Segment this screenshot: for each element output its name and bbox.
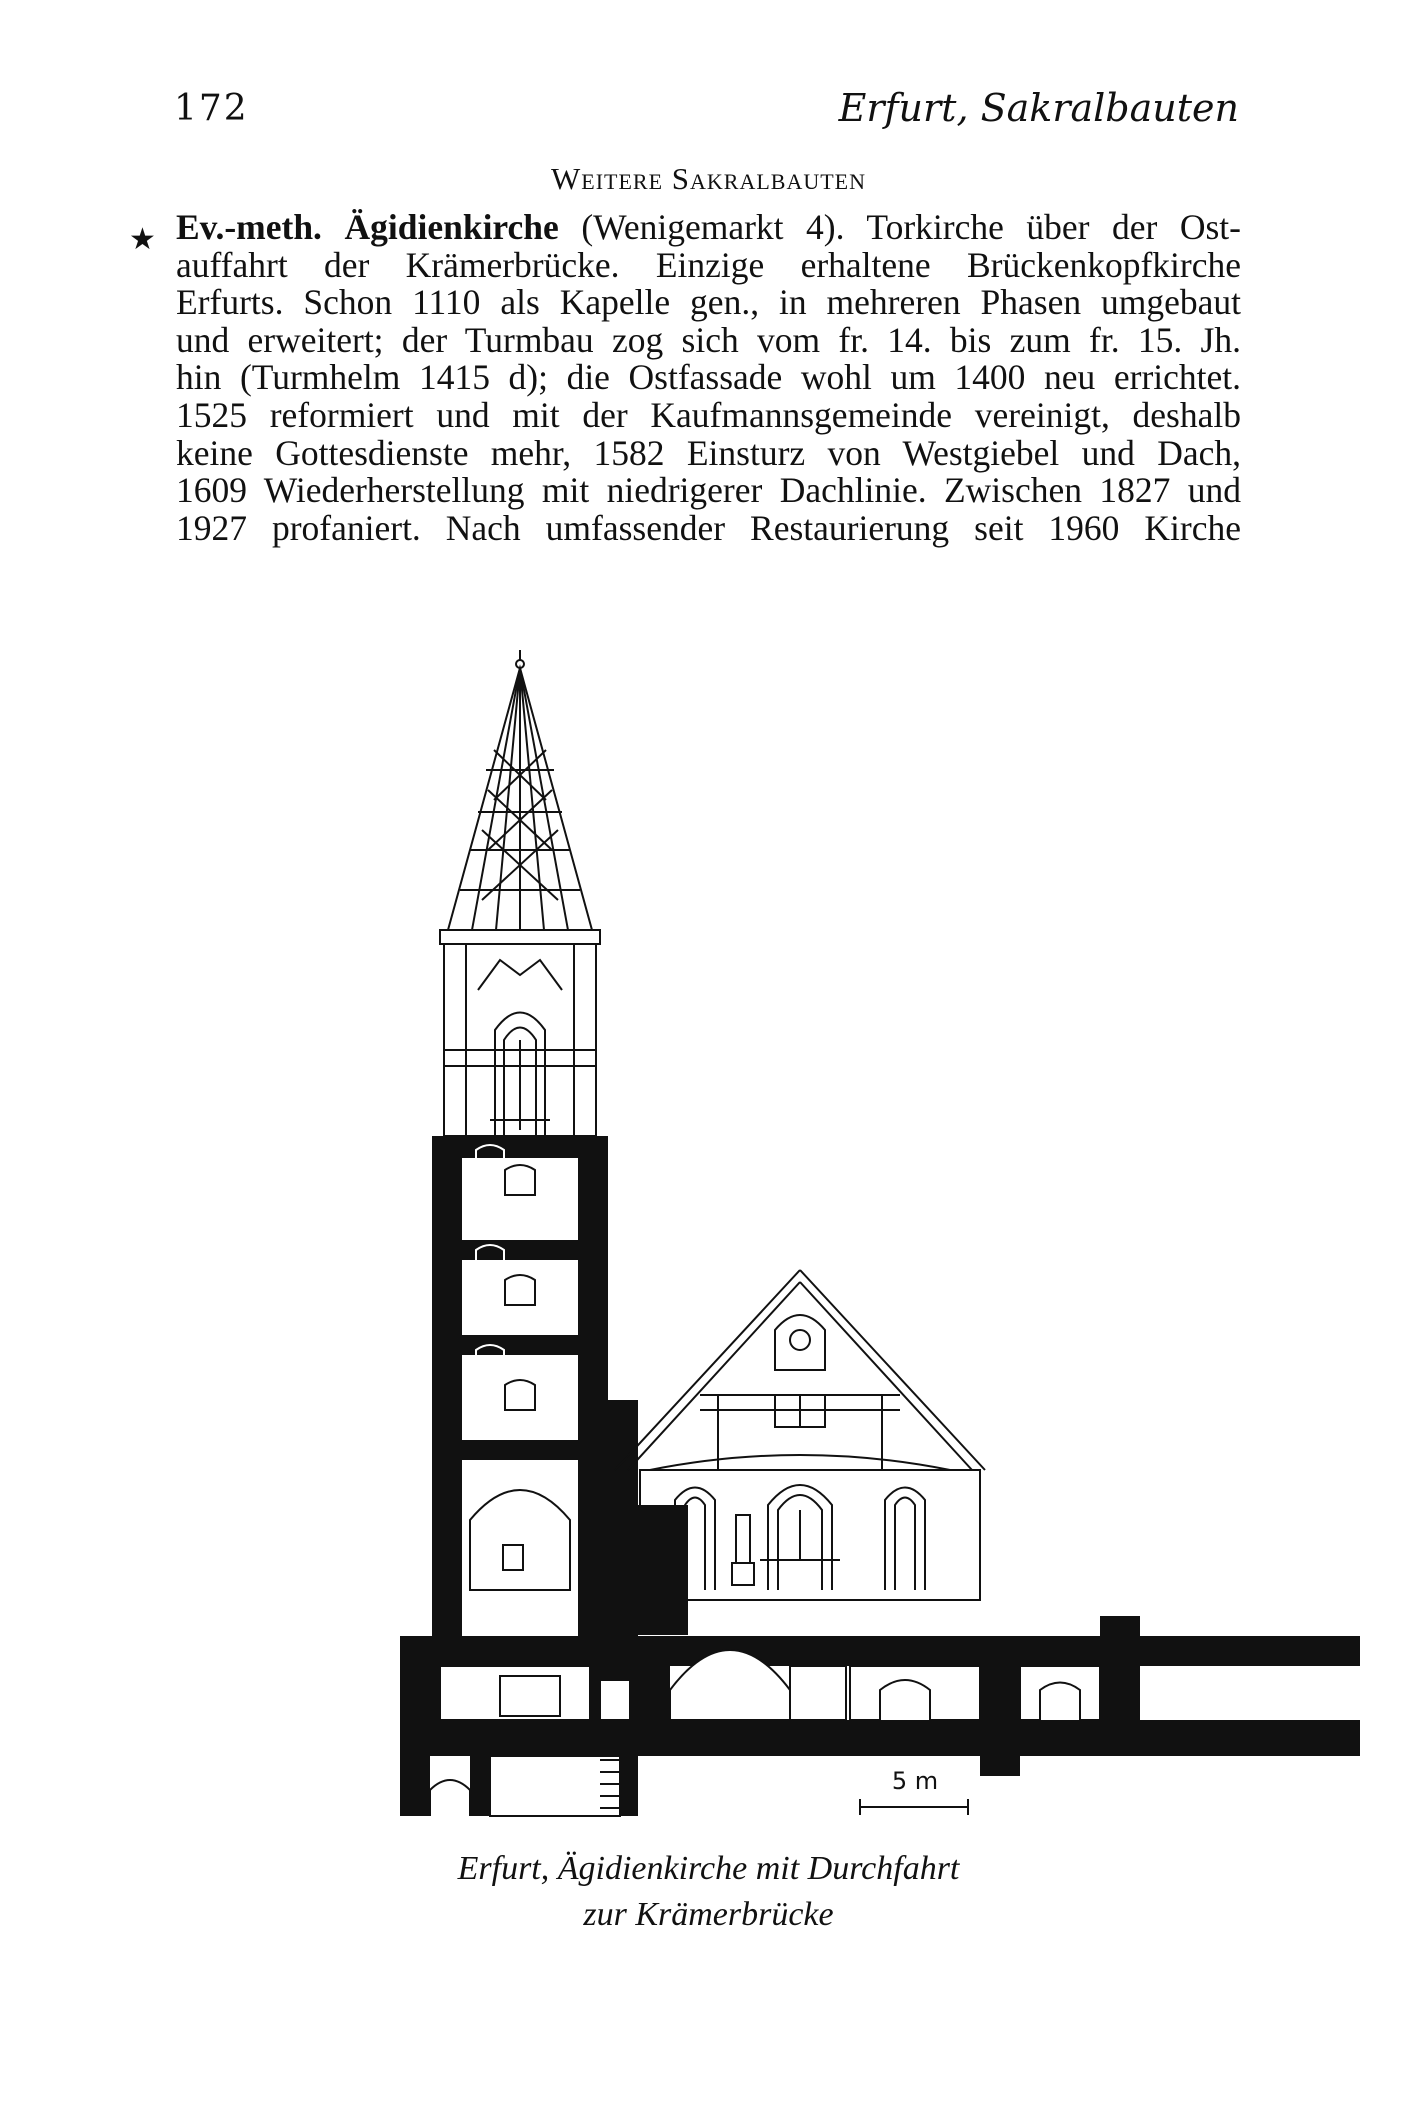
- belfry-drawing: [444, 944, 596, 1136]
- spire-drawing: [440, 650, 600, 944]
- entry-line-6: 1525 reformiert und mit der Kaufmannsgemeinde vereinigt, deshalb: [176, 394, 1241, 435]
- entry-line-7: keine Gottesdienste mehr, 1582 Einsturz von Westgiebel und Dach,: [176, 432, 1241, 473]
- entry-line-3: Erfurts. Schon 1110 als Kapelle gen., in mehreren Phasen umgebaut: [176, 282, 1241, 323]
- entry-line-9: 1927 profaniert. Nach umfassender Restaurierung seit 1960 Kirche: [176, 507, 1241, 548]
- entry-line-1: Ev.-meth. Ägidienkirche (Wenigemarkt 4). Torkirche über der Ost-: [176, 207, 1241, 247]
- star-icon: ★: [129, 222, 156, 257]
- section-heading: Weitere Sakralbauten: [551, 161, 866, 196]
- entry-title: Ev.-meth. Ägidienkirche: [176, 207, 559, 247]
- caption-line-1: Erfurt, Ägidienkirche mit Durchfahrt: [457, 1850, 960, 1887]
- scale-label: 5 m: [891, 1767, 939, 1795]
- figure-caption: [0, 1846, 1417, 1938]
- caption-line-2: zur Krämerbrücke: [583, 1896, 834, 1933]
- running-title: Erfurt, Sakralbauten: [838, 86, 1239, 130]
- page-number: 172: [174, 88, 249, 129]
- entry-line-8: 1609 Wiederherstellung mit niedrigerer Dachlinie. Zwischen 1827 und: [176, 470, 1241, 511]
- entry-line-2: auffahrt der Krämerbrücke. Einzige erhaltene Brückenkopfkirche: [176, 244, 1241, 285]
- entry-line-4: und erweitert; der Turmbau zog sich vom fr. 14. bis zum fr. 15. Jh.: [176, 319, 1241, 360]
- scale-bar: [860, 1799, 968, 1815]
- entry-line-5: hin (Turmhelm 1415 d); die Ostfassade wohl um 1400 neu errichtet.: [176, 357, 1241, 398]
